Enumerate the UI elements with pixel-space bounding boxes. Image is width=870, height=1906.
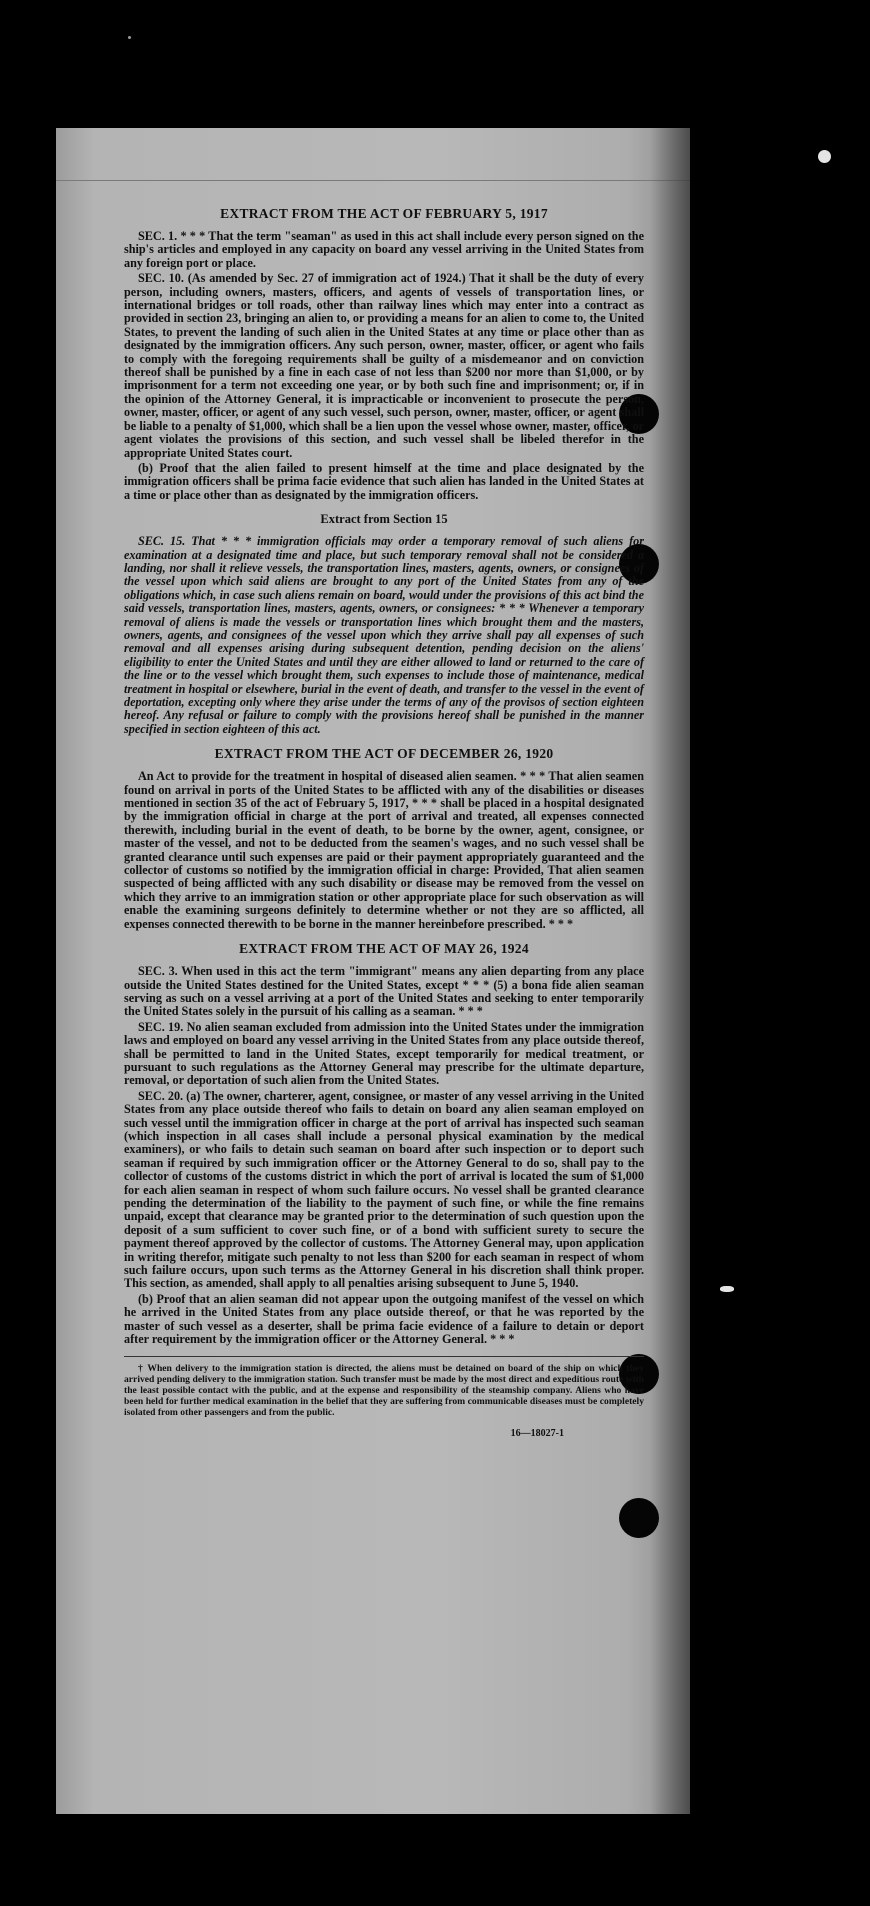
paragraph-act-1920: An Act to provide for the treatment in hospital of diseased alien seamen. * * * That alien seamen found on arrival in ports of the United States to be afflicted with any of the disabilities or diseases mentioned in section 35 of the act of February 5, 1917, * * * shall be placed in a hospital designated by the immigration official in charge at the port of arrival and treated, all expenses connected therewith, including burial in the event of death, to be borne by the owner, agent, consignee, or master of the vessel, and not to be deducted from the seamen's wages, and no such vessel shall be granted clearance until such expenses are paid or their payment appropriately guaranteed and the collector of customs so notified by the immigration official in charge: Provided, That alien seamen suspected of being afflicted with any such disability or disease may be removed from the vessel on which they arrive to an immigration station or other appropriate place for such observation as will enable the examining surgeons definitely to determine whether or not they are so afflicted, all expenses connected therewith to be borne in the manner hereinbefore prescribed. * * * [124,769,644,931]
top-edge-rule [56,180,690,181]
paragraph-sec-20-a: SEC. 20. (a) The owner, charterer, agent, consignee, or master of any vessel arriving in the United States from any place outside thereof who fails to detain on board any alien seaman employed on such vessel until the immigration officer in charge at the port of arrival has inspected such seaman (which inspection in all cases shall include a personal physical examination by the medical examiners), or who fails to detain such seaman on board after such inspection or to deport such seaman if required by such immigration officer or the Attorney General to do so, shall pay to the collector of customs of the customs district in which the port of arrival is located the sum of $1,000 for each alien seaman in respect of whom such failure occurs. No vessel shall be granted clearance pending the determination of the liability to the payment of such fine, or while the fine remains unpaid, except that clearance may be granted prior to the determination of such question upon the deposit of a sum sufficient to cover such fine, or of a bond with sufficient surety to secure the payment thereof approved by the collector of customs. The Attorney General may, upon application in writing therefor, mitigate such penalty to not less than $200 for each seaman in respect of whom such failure occurs, upon such terms as the Attorney General in his discretion shall think proper. This section, as amended, shall apply to all penalties arising subsequent to June 5, 1940. [124,1088,644,1291]
footnote: † When delivery to the immigration station is directed, the aliens must be detained on board of the ship on which they arrived pending delivery to the immigration station. Such transfer must be made by the most direct and expeditious route with the least possible contact with the public, and at the expense and responsibility of the steamship company. Aliens who have been held for further medical examination in the belief that they are suffering from communicable diseases must be completely isolated from other passengers and from the public. [124,1363,644,1419]
paragraph-sec-19: SEC. 19. No alien seaman excluded from admission into the United States under the immigration laws and employed on board any vessel arriving in the United States from any place outside thereof, shall be permitted to land in the United States, except temporarily for medical treatment, or pursuant to such regulations as the Attorney General may prescribe for the ultimate departure, removal, or deportation of such alien from the United States. [124,1019,644,1088]
film-speck [128,36,131,39]
film-speck [720,1286,734,1292]
heading-act-feb-1917: EXTRACT FROM THE ACT OF FEBRUARY 5, 1917 [220,206,548,221]
document-page [56,128,690,1814]
paragraph-sec-10-b: (b) Proof that the alien failed to present himself at the time and place designated by the immigration officers shall be prima facie evidence that such alien has landed in the United States at a time or place other than as designated by the immigration officers. [124,460,644,502]
punch-hole [619,1498,659,1538]
paragraph-sec-1: SEC. 1. * * * That the term "seaman" as used in this act shall include every person signed on the ship's articles and employed in any capacity on board any vessel arriving in the United States from any foreign port or place. [124,229,644,270]
paragraph-sec-15: SEC. 15. That * * * immigration officials may order a temporary removal of such aliens for examination at a designated time and place, but such temporary removal shall not be considered a landing, nor shall it relieve vessels, the transportation lines, masters, agents, owners, or consignees of the vessel upon which said aliens are brought to any port of the United States from any of the obligations which, in case such aliens remain on board, would under the provisions of this act bind the said vessels, transportation lines, masters, agents, owners, or consignees: * * * Whenever a temporary removal of aliens is made the vessels or transportation lines which brought them and the masters, owners, agents, and consignees of the vessel upon which they arrive shall pay all expenses of such removal and all expenses arising during subsequent detention, pending decision on the aliens' eligibility to enter the United States and until they are either allowed to land or returned to the care of the line or to the vessel which brought them, such expenses to include those of maintenance, medical treatment in hospital or elsewhere, burial in the event of death, and transfer to the vessel in the event of deportation, excepting only where they arise under the terms of any of the provisos of section eighteen hereof. Any refusal or failure to comply with the provisions hereof shall be punished in the manner specified in section eighteen of this act. [124,534,644,736]
heading-act-dec-1920: EXTRACT FROM THE ACT OF DECEMBER 26, 1920 [214,746,554,762]
paragraph-sec-3: SEC. 3. When used in this act the term "immigrant" means any alien departing from any place outside the United States destined for the United States, except * * * (5) a bona fide alien seaman serving as such on a vessel arriving at a port of the United States and seeking to enter temporarily the United States solely in the pursuit of his calling as a seaman. * * * [124,964,644,1019]
footnote-divider [124,1356,644,1357]
paragraph-sec-20-b: (b) Proof that an alien seaman did not appear upon the outgoing manifest of the vessel on which he arrived in the United States from any place outside thereof, or that he was reported by the master of such vessel as a deserter, shall be prima facie evidence of a failure to detain or deport after requirement by the immigration officer or the Attorney General. * * * [124,1291,644,1347]
heading-section-15: Extract from Section 15 [320,512,448,527]
document-body [124,206,644,1439]
paragraph-sec-10: SEC. 10. (As amended by Sec. 27 of immigration act of 1924.) That it shall be the duty of every person, including owners, masters, officers, and agents of vessels of transportation lines, or international bridges or toll roads, other than railway lines which may enter into a contract as provided in section 23, bringing an alien to, or providing a means for an alien to come to, the United States, to prevent the landing of such alien in the United States at any time or place other than as designated by the immigration officers. Any such person, owner, master, officer, or agent who fails to comply with the foregoing requirements shall be guilty of a misdemeanor and on conviction thereof shall be punished by a fine in each case of not less than $200 nor more than $1,000, or by imprisonment for a term not exceeding one year, or by both such fine and imprisonment; or, if in the opinion of the Attorney General, it is impracticable or inconvenient to prosecute the person, owner, master, officer, or agent of any such vessel, such person, owner, master, officer, or agent shall be liable to a penalty of $1,000, which shall be a lien upon the vessel whose owner, master, officer, or agent violates the provisions of this section, and such vessel shall be libeled therefor in the appropriate United States court. [124,271,644,460]
form-number: 16—18027-1 [510,1428,564,1440]
heading-act-may-1924: EXTRACT FROM THE ACT OF MAY 26, 1924 [239,941,529,957]
film-speck [818,150,831,163]
